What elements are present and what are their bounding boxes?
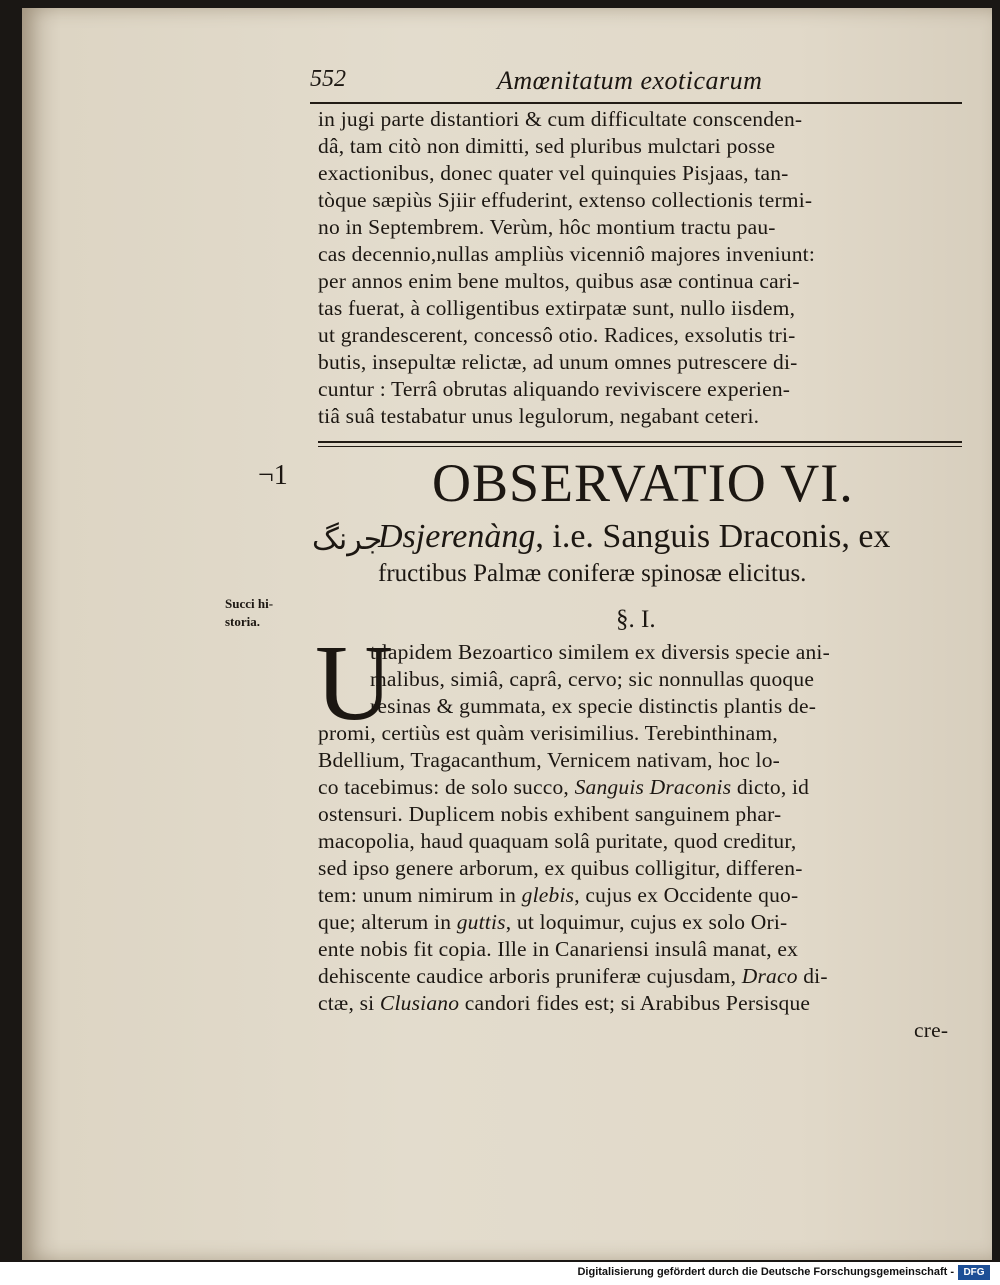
- italic-term: Clusiano: [379, 991, 460, 1015]
- running-title: Amœnitatum exoticarum: [497, 66, 763, 95]
- text-line: butis, insepultæ relictæ, ad unum omnes putrescere di-: [318, 350, 798, 374]
- text-line: in jugi parte distantiori & cum difficultate conscenden-: [318, 107, 803, 131]
- drop-cap: U: [315, 624, 393, 743]
- italic-term: Sanguis Draconis: [574, 775, 732, 799]
- text-span: dicto, id: [731, 775, 810, 799]
- catchword: cre-: [914, 1018, 949, 1042]
- text-line: [318, 964, 828, 989]
- text-line: dâ, tam citò non dimitti, sed pluribus mulctari posse: [318, 134, 776, 158]
- text-line: per annos enim bene multos, quibus asæ continua cari-: [318, 269, 800, 293]
- footer-credit: Digitalisierung gefördert durch die Deutsche Forschungsgemeinschaft -: [577, 1266, 954, 1278]
- text-line: [318, 775, 809, 800]
- dfg-logo: DFG: [958, 1265, 990, 1280]
- subtitle-italic: Dsjerenàng: [378, 518, 536, 555]
- text-line: cuntur : Terrâ obrutas aliquando reviviscere experien-: [318, 377, 791, 401]
- section-number: §. I.: [616, 606, 656, 633]
- text-line: ente nobis fit copia. Ille in Canariensi insulâ manat, ex: [318, 937, 799, 961]
- text-line: no in Septembrem. Verùm, hôc montium tractu pau-: [318, 215, 776, 239]
- text-line: t lapidem Bezoartico similem ex diversis specie ani-: [370, 640, 830, 664]
- text-line: ut grandescerent, concessô otio. Radices, exsolutis tri-: [318, 323, 796, 347]
- section-divider: [318, 446, 962, 447]
- italic-term: guttis: [456, 910, 506, 934]
- text-line: exactionibus, donec quater vel quinquies Pisjaas, tan-: [318, 161, 789, 185]
- subtitle-rest: , i.e. Sanguis Draconis, ex: [535, 518, 891, 555]
- text-span: tem: unum nimirum in: [318, 883, 522, 907]
- text-line: tòque sæpiùs Sjiir effuderint, extenso collectionis termi-: [318, 188, 813, 212]
- text-line: malibus, simiâ, caprâ, cervo; sic nonnullas quoque: [370, 667, 815, 691]
- header-rule: [310, 102, 962, 104]
- text-line: [318, 883, 798, 908]
- text-span: que; alterum in: [318, 910, 457, 934]
- footer-bar: [0, 1262, 1000, 1285]
- text-line: ostensuri. Duplicem nobis exhibent sanguinem phar-: [318, 802, 782, 826]
- arabic-word: ﺟﺮﻧﮓ: [312, 523, 383, 556]
- text-line: tas fuerat, à colligentibus extirpatæ sunt, nullo iisdem,: [318, 296, 796, 320]
- text-line: cas decennio,nullas ampliùs vicenniô majores inveniunt:: [318, 242, 816, 266]
- text-line: Bdellium, Tragacanthum, Vernicem nativam, hoc lo-: [318, 748, 781, 772]
- text-span: ctæ, si: [318, 991, 380, 1015]
- text-span: dehiscente caudice arboris pruniferæ cujusdam,: [318, 964, 742, 988]
- text-line: promi, certiùs est quàm verisimilius. Terebinthinam,: [318, 721, 778, 745]
- text-line: tiâ suâ testabatur unus legulorum, negabant ceteri.: [318, 404, 760, 428]
- text-line: [318, 910, 787, 935]
- italic-term: glebis: [521, 883, 575, 907]
- text-span: di-: [797, 964, 828, 988]
- text-line: sed ipso genere arborum, ex quibus colligitur, differen-: [318, 856, 803, 880]
- page-number: 552: [310, 66, 346, 92]
- text-line: macopolia, haud quaquam solâ puritate, quod creditur,: [318, 829, 797, 853]
- text-span: , ut loquimur, cujus ex solo Ori-: [505, 910, 788, 934]
- margin-mark: ¬1: [258, 460, 288, 491]
- observation-subtitle-line2: fructibus Palmæ coniferæ spinosæ elicitus.: [378, 560, 807, 587]
- observation-title: OBSERVATIO VI.: [432, 453, 854, 513]
- text-line: resinas & gummata, ex specie distinctis plantis de-: [370, 694, 817, 718]
- side-note: Succi hi-: [225, 596, 274, 611]
- section-divider: [318, 441, 962, 443]
- observation-subtitle: [378, 518, 890, 556]
- italic-term: Draco: [741, 964, 798, 988]
- text-span: co tacebimus: de solo succo,: [318, 775, 575, 799]
- side-note: storia.: [225, 614, 261, 629]
- text-span: candori fides est; si Arabibus Persisque: [459, 991, 811, 1015]
- text-span: , cujus ex Occidente quo-: [574, 883, 799, 907]
- text-line: [318, 991, 810, 1016]
